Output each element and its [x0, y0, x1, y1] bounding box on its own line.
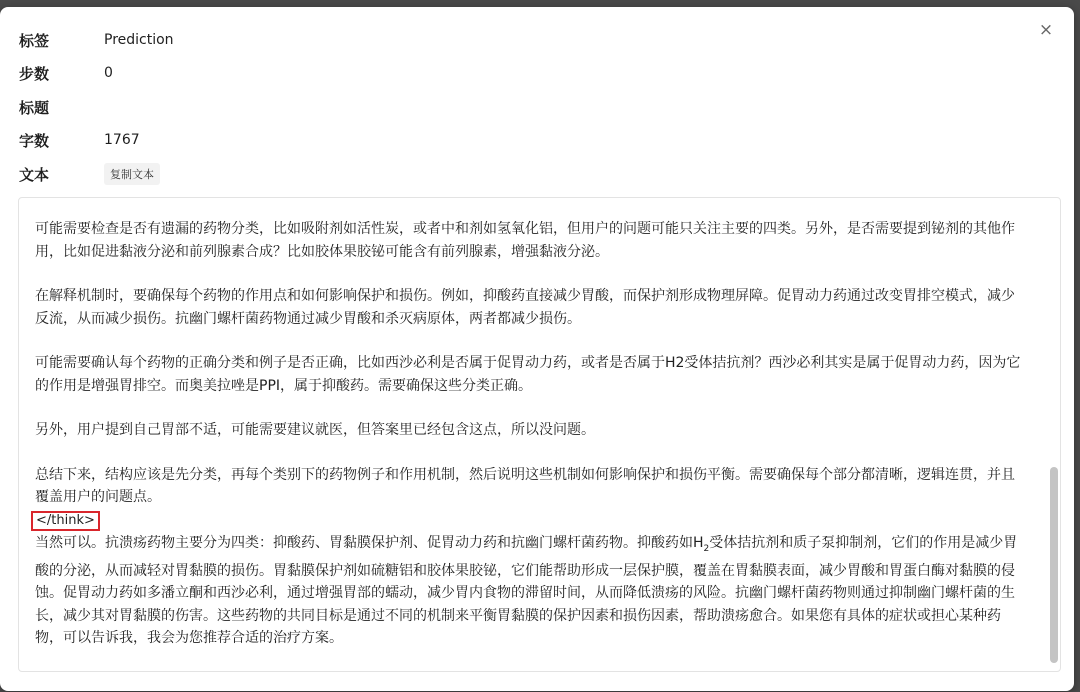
- field-key-steps: 步数: [19, 64, 50, 83]
- vertical-scrollbar[interactable]: [1050, 204, 1058, 664]
- reasoning-paragraph: 可能需要确认每个药物的正确分类和例子是否正确，比如西沙必利是否属于促胃动力药，或者是否属于H2受体拮抗剂？西沙必利其实是属于促胃动力药，因为它的作用是增强胃排空。而奥美拉唑是PPI，属于抑酸药。需要确保这些分类正确。: [35, 355, 1021, 394]
- field-value-label: Prediction: [104, 32, 174, 48]
- field-key-wordcount: 字数: [19, 131, 50, 150]
- answer-paragraph: [35, 532, 1025, 650]
- field-wordcount-row: [19, 129, 140, 151]
- field-text-row: [19, 163, 160, 185]
- field-steps-row: [19, 62, 113, 84]
- scrollbar-thumb[interactable]: [1050, 467, 1058, 663]
- answer-text-part: 受体拮抗剂和质子泵抑制剂，它们的作用是减少胃酸的分泌，从而减轻对胃黏膜的损伤。胃黏膜保护剂如硫糖铝和胶体果胶铋，它们能帮助形成一层保护膜，覆盖在胃黏膜表面，减少胃酸和胃蛋白酶对黏膜的侵蚀。促胃动力药如多潘立酮和西沙必利，通过增强胃部的蠕动，减少胃内食物的滞留时间，从而降低溃疡的风险。抗幽门螺杆菌药物则通过抑制幽门螺杆菌的生长，减少其对胃黏膜的伤害。这些药物的共同目标是通过不同的机制来平衡胃黏膜的保护因素和损伤因素，帮助溃疡愈合。如果您有具体的症状或担心某种药物，可以告诉我，我会为您推荐合适的治疗方案。: [35, 534, 1018, 647]
- text-content: [35, 218, 1025, 650]
- field-label-row: [19, 29, 174, 51]
- field-key-text: 文本: [19, 165, 50, 184]
- reasoning-paragraph: 可能需要检查是否有遗漏的药物分类，比如吸附剂如活性炭，或者中和剂如氢氧化铝，但用户的问题可能只关注主要的四类。另外，是否需要提到铋剂的其他作用，比如促进黏液分泌和前列腺素合成？比如胶体果胶铋可能含有前列腺素，增强黏液分泌。: [35, 221, 1015, 260]
- copy-text-button[interactable]: 复制文本: [104, 163, 160, 185]
- text-content-box[interactable]: [18, 197, 1061, 672]
- answer-subscript: 2: [703, 543, 710, 554]
- reasoning-paragraph: 总结下来，结构应该是先分类，再每个类别下的药物例子和作用机制，然后说明这些机制如何影响保护和损伤平衡。需要确保每个部分都清晰，逻辑连贯，并且覆盖用户的问题点。: [35, 466, 1015, 505]
- field-value-steps: 0: [104, 65, 113, 81]
- close-icon[interactable]: ×: [1038, 19, 1054, 40]
- answer-text-part: 当然可以。抗溃疡药物主要分为四类：抑酸药、胃黏膜保护剂、促胃动力药和抗幽门螺杆菌药物。抑酸药如H: [35, 534, 704, 551]
- field-key-title: 标题: [19, 98, 50, 117]
- field-value-wordcount: 1767: [104, 132, 140, 148]
- detail-dialog: [0, 7, 1074, 691]
- reasoning-paragraph: 在解释机制时，要确保每个药物的作用点和如何影响保护和损伤。例如，抑酸药直接减少胃酸，而保护剂形成物理屏障。促胃动力药通过改变胃排空模式，减少反流，从而减少损伤。抗幽门螺杆菌药物通过减少胃酸和杀灭病原体，两者都减少损伤。: [35, 288, 1015, 327]
- field-title-row: [19, 96, 104, 118]
- field-key-label: 标签: [19, 31, 50, 50]
- think-end-tag: </think>: [31, 511, 100, 531]
- reasoning-paragraph: 另外，用户提到自己胃部不适，可能需要建议就医，但答案里已经包含这点，所以没问题。: [35, 422, 595, 438]
